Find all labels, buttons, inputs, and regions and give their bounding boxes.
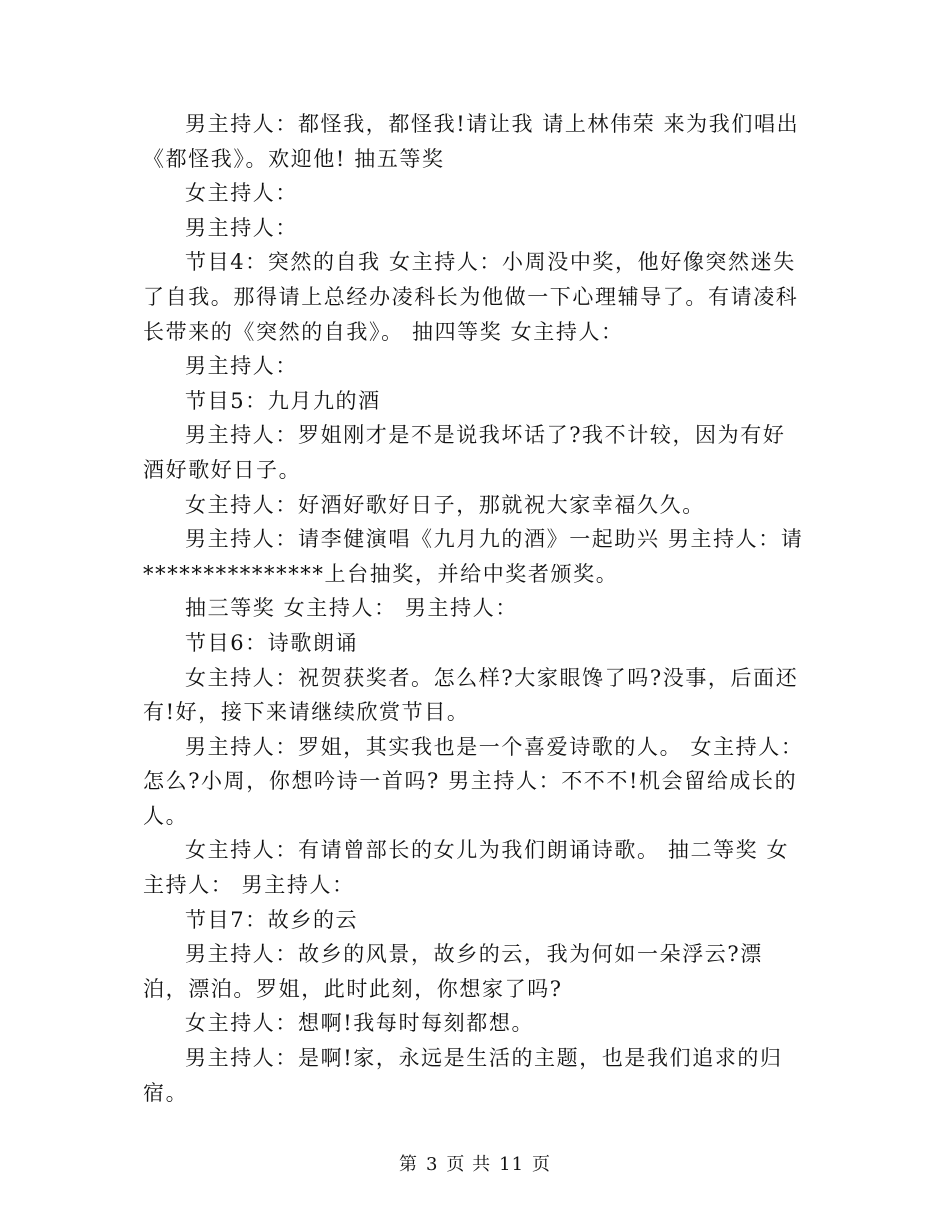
paragraph: 女主持人：好酒好歌好日子，那就祝大家幸福久久。 xyxy=(185,492,705,517)
paragraph: 节目7：故乡的云 xyxy=(185,907,359,932)
paragraph: 男主持人：故乡的风景，故乡的云，我为何如一朵浮云?漂泊，漂泊。罗姐，此时此刻，你想家了吗? xyxy=(143,942,763,1001)
paragraph: 女主持人：有请曾部长的女儿为我们朗诵诗歌。 抽二等奖 女主持人： 男主持人： xyxy=(143,838,790,898)
paragraph: 节目4：突然的自我 女主持人：小周没中奖，他好像突然迷失了自我。那得请上总经办凌科长为他做一下心理辅导了。有请凌科长带来的《突然的自我》。 抽四等奖 女主持人： xyxy=(143,250,799,344)
paragraph: 节目5：九月九的酒 xyxy=(185,388,381,413)
paragraph: 男主持人：罗姐，其实我也是一个喜爱诗歌的人。 女主持人：怎么?小周，你想吟诗一首吗? 男主持人：不不不!机会留给成长的人。 xyxy=(143,734,804,828)
paragraph: 女主持人：祝贺获奖者。怎么样?大家眼馋了吗?没事，后面还有!好，接下来请继续欣赏节目。 xyxy=(143,665,799,725)
paragraph: 男主持人：是啊!家，永远是生活的主题，也是我们追求的归宿。 xyxy=(143,1046,783,1105)
footer-total-pages: 11 xyxy=(499,1154,525,1175)
paragraph: 抽三等奖 女主持人： 男主持人： xyxy=(185,596,518,621)
paragraph: 男主持人：请李健演唱《九月九的酒》一起助兴 男主持人：请***************上台抽奖，并给中奖者颁奖。 xyxy=(143,527,804,586)
footer-suffix: 页 xyxy=(532,1154,552,1175)
paragraph: 男主持人：都怪我，都怪我!请让我 请上林伟荣 来为我们唱出《都怪我》。欢迎他! 抽五等奖 xyxy=(143,112,800,171)
page-footer xyxy=(0,1150,950,1176)
document-body xyxy=(143,107,808,1110)
footer-prefix: 第 xyxy=(398,1154,418,1175)
paragraph: 女主持人： xyxy=(185,181,298,206)
paragraph: 节目6：诗歌朗诵 xyxy=(185,630,359,655)
paragraph: 男主持人：罗姐刚才是不是说我坏话了?我不计较，因为有好酒好歌好日子。 xyxy=(143,423,786,482)
paragraph: 男主持人： xyxy=(185,354,298,379)
paragraph: 女主持人：想啊!我每时每刻都想。 xyxy=(185,1011,535,1036)
footer-middle: 页 共 xyxy=(446,1154,492,1175)
footer-page-number: 3 xyxy=(425,1154,439,1175)
paragraph: 男主持人： xyxy=(185,215,298,240)
